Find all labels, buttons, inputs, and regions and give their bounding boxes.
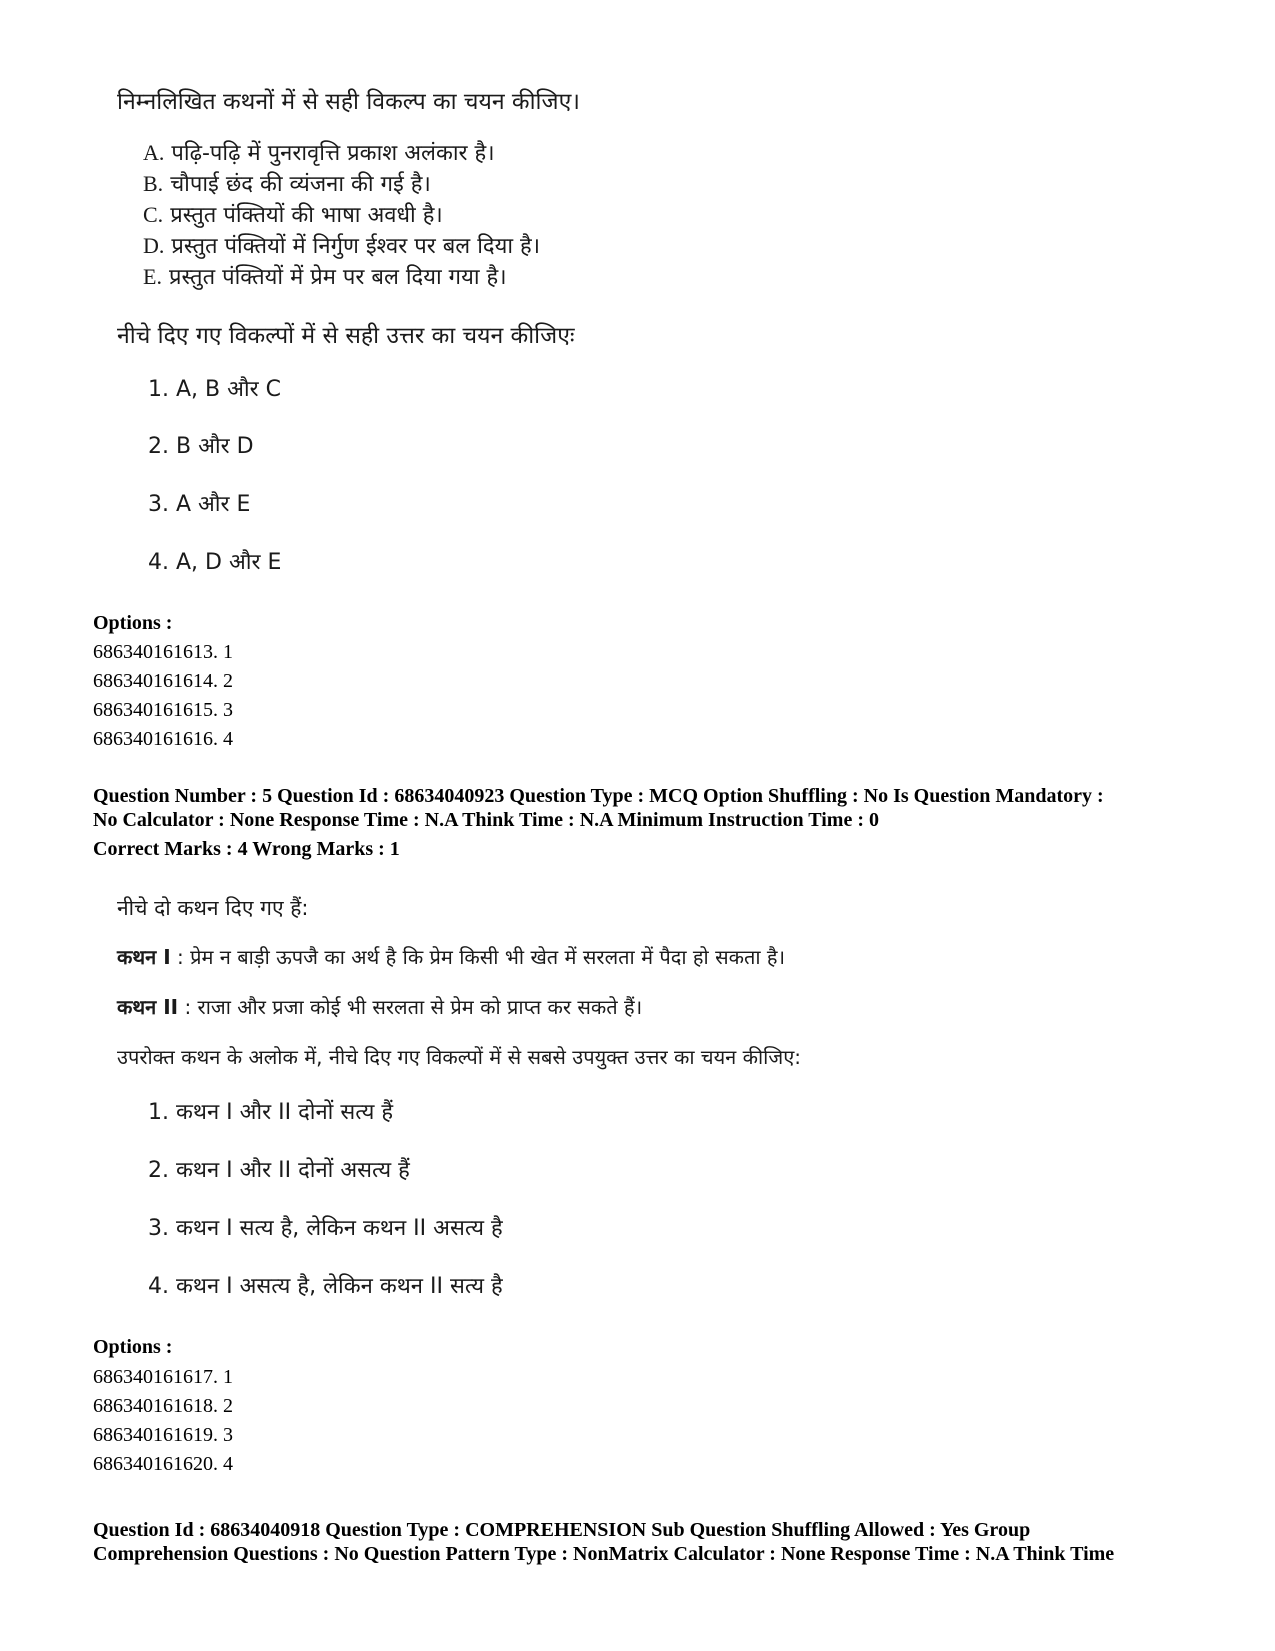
group-meta-line-1: Question Id : 68634040918 Question Type : COMPREHENSION Sub Question Shuffling Allowed : Yes Group <box>93 1519 1031 1541</box>
choice-1: 1. कथन I और II दोनों सत्य हैं <box>148 1100 394 1125</box>
option-3: 686340161619. 3 <box>93 1424 233 1446</box>
statement-d <box>143 230 540 260</box>
question-marks: Correct Marks : 4 Wrong Marks : 1 <box>93 838 400 860</box>
choice-2: 2. कथन I और II दोनों असत्य हैं <box>148 1158 410 1183</box>
statement-text: प्रस्तुत पंक्तियों में निर्गुण ईश्वर पर बल दिया है। <box>171 234 541 259</box>
option-2: 686340161618. 2 <box>93 1395 233 1417</box>
choice-3: 3. A और E <box>148 492 251 517</box>
statement-text: चौपाई छंद की व्यंजना की गई है। <box>170 172 431 197</box>
statement-1-label: कथन I <box>117 945 171 969</box>
option-3: 686340161615. 3 <box>93 699 233 721</box>
statement-2 <box>117 993 642 1020</box>
question-meta-line-1: Question Number : 5 Question Id : 68634040923 Question Type : MCQ Option Shuffling : No Is Question Mandatory : <box>93 785 1104 807</box>
statement-letter: C. <box>143 202 164 227</box>
choice-4: 4. कथन I असत्य है, लेकिन कथन II सत्य है <box>148 1274 503 1299</box>
option-1: 686340161617. 1 <box>93 1366 233 1388</box>
options-label: Options : <box>93 1336 173 1358</box>
question-meta-line-2: No Calculator : None Response Time : N.A Think Time : N.A Minimum Instruction Time : 0 <box>93 809 879 831</box>
statement-b <box>143 168 431 198</box>
question-intro: नीचे दो कथन दिए गए हैं: <box>117 896 309 920</box>
statement-text: प्रस्तुत पंक्तियों की भाषा अवधी है। <box>170 203 443 228</box>
statement-a <box>143 137 495 167</box>
option-1: 686340161613. 1 <box>93 641 233 663</box>
option-4: 686340161616. 4 <box>93 728 233 750</box>
choice-1: 1. A, B और C <box>148 377 281 402</box>
question-instruction: निम्नलिखित कथनों में से सही विकल्प का चयन कीजिए। <box>117 89 581 115</box>
statement-text: प्रस्तुत पंक्तियों में प्रेम पर बल दिया गया है। <box>168 265 507 290</box>
statement-1 <box>117 943 785 970</box>
choice-2: 2. B और D <box>148 434 254 459</box>
option-4: 686340161620. 4 <box>93 1453 233 1475</box>
choice-3: 3. कथन I सत्य है, लेकिन कथन II असत्य है <box>148 1216 503 1241</box>
statement-text: पढ़ि-पढ़ि में पुनरावृत्ति प्रकाश अलंकार है। <box>171 141 495 166</box>
statement-2-label: कथन II <box>117 995 179 1019</box>
statement-letter: E. <box>143 264 162 289</box>
group-meta-line-2: Comprehension Questions : No Question Pattern Type : NonMatrix Calculator : None Response Time : N.A Think Time <box>93 1543 1115 1565</box>
statement-2-text: : राजा और प्रजा कोई भी सरलता से प्रेम को प्राप्त कर सकते हैं। <box>184 995 643 1019</box>
statement-e <box>143 261 507 291</box>
statement-letter: B. <box>143 171 164 196</box>
statement-letter: D. <box>143 233 165 258</box>
statement-c <box>143 199 443 229</box>
choose-prompt: नीचे दिए गए विकल्पों में से सही उत्तर का चयन कीजिएः <box>117 323 575 349</box>
statement-1-text: : प्रेम न बाड़ी ऊपजै का अर्थ है कि प्रेम किसी भी खेत में सरलता में पैदा हो सकता है। <box>177 945 786 969</box>
choose-prompt: उपरोक्त कथन के अलोक में, नीचे दिए गए विकल्पों में से सबसे उपयुक्त उत्तर का चयन कीजिए: <box>117 1045 801 1069</box>
options-label: Options : <box>93 612 173 634</box>
statement-letter: A. <box>143 140 165 165</box>
option-2: 686340161614. 2 <box>93 670 233 692</box>
choice-4: 4. A, D और E <box>148 550 282 575</box>
